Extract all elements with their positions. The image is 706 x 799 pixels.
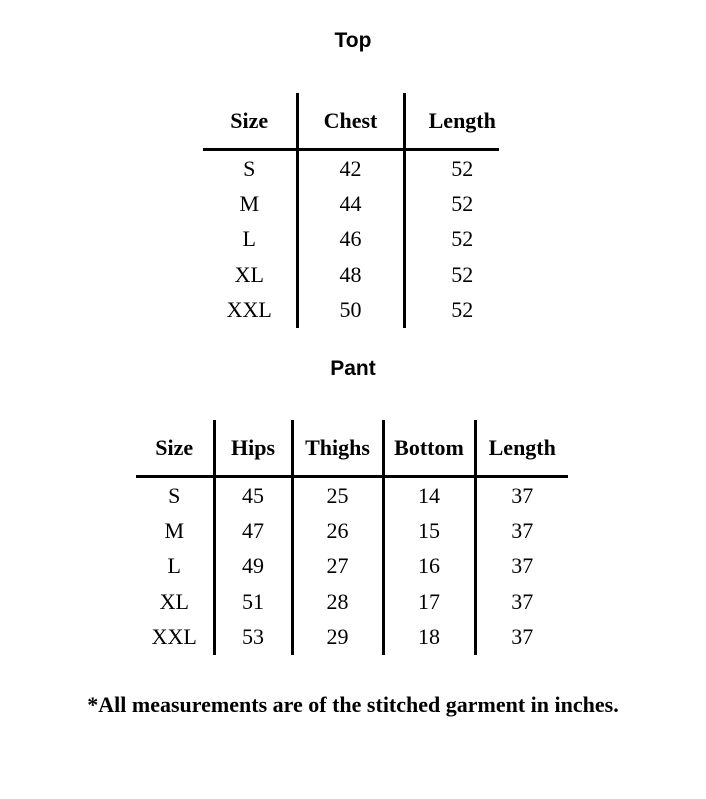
chest-cell: 50	[297, 293, 404, 328]
length-column-header: Length	[475, 420, 568, 477]
length-cell: 52	[404, 293, 499, 328]
size-cell: XL	[159, 588, 189, 614]
thighs-cell: 25	[292, 477, 383, 514]
size-column-header: Size	[136, 420, 214, 477]
bottom-cell: 16	[383, 549, 475, 584]
bottom-column-header: Bottom	[383, 420, 475, 477]
top-size-table	[203, 93, 499, 328]
chest-cell: 42	[297, 150, 404, 187]
size-cell: L	[242, 226, 256, 252]
table-row	[136, 584, 568, 619]
pant-table-header-row	[136, 420, 568, 477]
length-cell: 37	[475, 477, 568, 514]
size-cell: XXL	[151, 624, 197, 650]
length-cell: 37	[475, 584, 568, 619]
bottom-cell: 17	[383, 584, 475, 619]
pant-section-title: Pant	[330, 357, 376, 380]
table-row	[136, 620, 568, 655]
bottom-cell: 14	[383, 477, 475, 514]
table-row	[203, 257, 499, 292]
thighs-cell: 26	[292, 513, 383, 548]
length-cell: 37	[475, 620, 568, 655]
table-row	[203, 186, 499, 221]
table-row	[203, 150, 499, 187]
length-cell: 52	[404, 222, 499, 257]
length-cell: 52	[404, 186, 499, 221]
table-row	[136, 477, 568, 514]
size-cell: XXL	[226, 297, 272, 323]
size-cell: S	[168, 482, 181, 508]
size-cell: S	[243, 155, 256, 181]
measurement-footnote: *All measurements are of the stitched garment in inches.	[87, 692, 619, 717]
hips-cell: 47	[214, 513, 292, 548]
hips-cell: 53	[214, 620, 292, 655]
table-row	[136, 549, 568, 584]
length-column-header: Length	[404, 93, 499, 150]
thighs-column-header: Thighs	[292, 420, 383, 477]
thighs-cell: 29	[292, 620, 383, 655]
table-row	[203, 222, 499, 257]
size-cell: M	[164, 518, 185, 544]
length-cell: 37	[475, 513, 568, 548]
chest-column-header: Chest	[297, 93, 404, 150]
bottom-cell: 15	[383, 513, 475, 548]
length-cell: 37	[475, 549, 568, 584]
thighs-cell: 28	[292, 584, 383, 619]
pant-size-table	[136, 420, 568, 655]
chest-cell: 48	[297, 257, 404, 292]
hips-cell: 51	[214, 584, 292, 619]
top-table-header-row	[203, 93, 499, 150]
table-row	[136, 513, 568, 548]
hips-cell: 45	[214, 477, 292, 514]
thighs-cell: 27	[292, 549, 383, 584]
length-cell: 52	[404, 150, 499, 187]
length-cell: 52	[404, 257, 499, 292]
size-cell: XL	[234, 261, 264, 287]
size-cell: M	[239, 191, 260, 217]
hips-cell: 49	[214, 549, 292, 584]
size-column-header: Size	[203, 93, 297, 150]
bottom-cell: 18	[383, 620, 475, 655]
table-row	[203, 293, 499, 328]
hips-column-header: Hips	[214, 420, 292, 477]
chest-cell: 46	[297, 222, 404, 257]
top-section-title: Top	[334, 29, 372, 52]
size-cell: L	[167, 553, 181, 579]
chest-cell: 44	[297, 186, 404, 221]
